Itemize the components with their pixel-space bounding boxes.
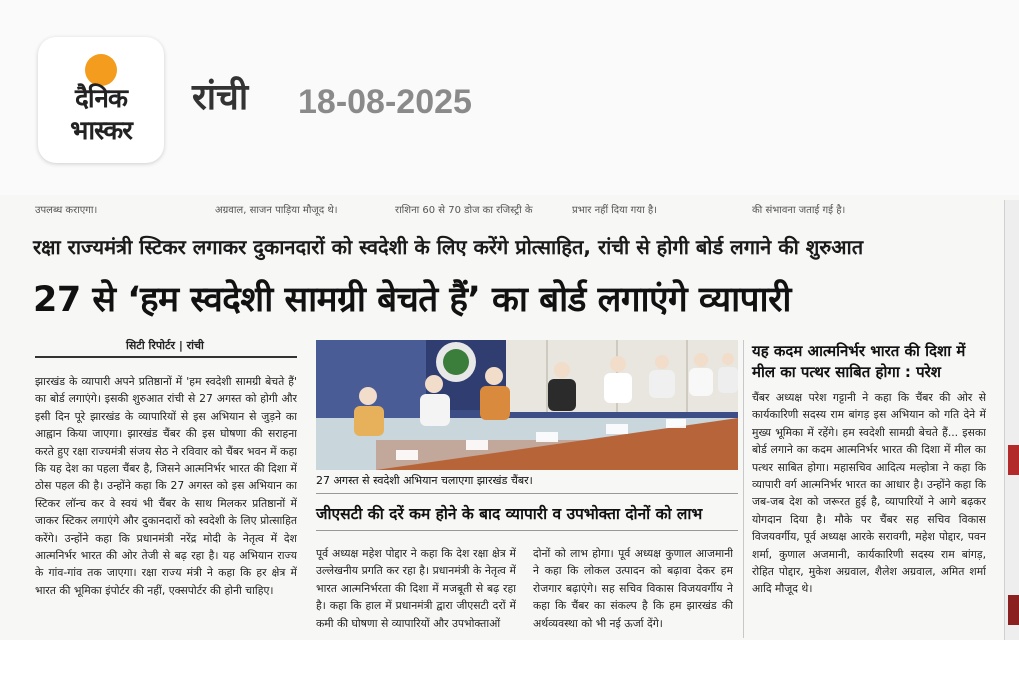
byline: सिटी रिपोर्टर | रांची	[126, 339, 204, 352]
cut-text-3: राशिना 60 से 70 डोज का रजिस्ट्री के	[395, 205, 533, 216]
cut-text-4: प्रभार नहीं दिया गया है।	[572, 205, 657, 216]
app-header	[0, 0, 1019, 200]
subheading-divider	[316, 530, 738, 531]
logo-text-line1: दैनिक	[75, 84, 127, 114]
subheading-gst: जीएसटी की दरें कम होने के बाद व्यापारी व उपभोक्ता दोनों को लाभ	[316, 505, 703, 523]
article-column-2: पूर्व अध्यक्ष महेश पोद्दार ने कहा कि देश रक्षा क्षेत्र में उल्लेखनीय प्रगति कर रहा है। प्रधानमंत्री के नेतृत्व में भारत आत्मनिर्भरता की दिशा में मजबूती से बढ़ रहा है। कहा कि हाल में प्रधानमंत्री द्वारा जीएसटी दरों में कमी की घोषणा से व्यापारियों और उपभोक्ताओं	[316, 547, 516, 630]
cut-text-1: उपलब्ध कराएगा।	[35, 205, 98, 216]
city-label[interactable]: रांची	[192, 77, 249, 118]
subheading-paresh: यह कदम आत्मनिर्भर भारत की दिशा में मील का पत्थर साबित होगा : परेश	[752, 342, 966, 381]
article-kicker: रक्षा राज्यमंत्री स्टिकर लगाकर दुकानदारों को स्वदेशी के लिए करेंगे प्रोत्साहित, रांची से होगी बोर्ड लगाने की शुरुआत	[33, 235, 864, 259]
sun-icon	[85, 54, 117, 86]
edition-date[interactable]: 18-08-2025	[298, 83, 472, 121]
column-separator	[743, 340, 744, 638]
page-footer-space	[0, 640, 1019, 682]
cut-text-2: अग्रवाल, साजन पाड़िया मौजूद थे।	[215, 205, 338, 216]
photo-caption: 27 अगस्त से स्वदेशी अभियान चलाएगा झारखंड चैंबर।	[316, 474, 533, 487]
article-column-4: चैंबर अध्यक्ष परेश गट्टानी ने कहा कि चैंबर की ओर से कार्यकारिणी सदस्य राम बांगड़ इस अभियान को गति देने में मुख्य भूमिका में रहेंगे। हम स्वदेशी सामग्री बेचते हैं... इसका बोर्ड लगाने का कदम आत्मनिर्भर भारत की दिशा में मील का पत्थर साबित होगा। महासचिव आदित्य मल्होत्रा ने कहा कि व्यापारी वर्ग आत्मनिर्भर भारत का आधार है। उन्होंने कहा कि जब-जब देश को जरूरत हुई है, व्यापारियों ने आगे बढ़कर योगदान दिया है। मौके पर चैंबर सह सचिव विकास विजयवर्गीय, पूर्व अध्यक्ष आरके सरावगी, महेश पोद्दार, पवन शर्मा, कुणाल अजमानी, कार्यकारिणी सदस्य राम बांगड़, रोहित पोद्दार, मुकेश अग्रवाल, शैलेश अग्रवाल, अमित शर्मा आदि मौजूद थे।	[752, 391, 986, 596]
caption-divider	[316, 493, 738, 494]
cut-text-5: की संभावना जताई गई है।	[752, 205, 846, 216]
byline-divider	[35, 356, 297, 358]
news-photo	[316, 340, 738, 470]
article-column-1: झारखंड के व्यापारी अपने प्रतिष्ठानों में 'हम स्वदेशी सामग्री बेचते हैं' का बोर्ड लगाएंगे। इसकी शुरुआत रांची से 27 अगस्त को होगी और इसी दिन पूरे झारखंड के व्यापारियों से इस अभियान से जुड़ने का आह्वान किया जाएगा। झारखंड चैंबर की इस घोषणा की सराहना करते हुए रक्षा राज्यमंत्री संजय सेठ ने रविवार को चैंबर भवन में कहा कि यह देश का पहला चैंबर है, जिसने आत्मनिर्भर भारत की दिशा में ठोस पहल की है। उन्होंने कहा कि 27 अगस्त को इस अभियान का स्टिकर लॉन्च कर वे स्वयं भी चैंबर के साथ मिलकर प्रतिष्ठानों में जाकर स्टिकर लगाएंगे और दुकानदारों को स्वदेशी के लिए प्रोत्साहित करेंगे। उन्होंने कहा कि प्रधानमंत्री नरेंद्र मोदी के नेतृत्व में देश आत्मनिर्भर भारत की ओर तेजी से बढ़ रहा है। यह अभियान राज्य के गांव-गांव तक जाएगा। रक्षा राज्य मंत्री ने कहा कि हर क्षेत्र में भारत की भूमिका इंपोर्टर की नहीं, एक्सपोर्टर की होनी चाहिए।	[35, 375, 297, 597]
meeting-photo-illustration	[316, 340, 738, 470]
adjacent-page-strip-lower	[1008, 595, 1019, 625]
adjacent-page-edge	[1004, 200, 1019, 640]
dainik-bhaskar-logo[interactable]	[38, 37, 164, 163]
adjacent-page-strip	[1008, 445, 1019, 475]
article-headline: 27 से ‘हम स्वदेशी सामग्री बेचते हैं’ का बोर्ड लगाएंगे व्यापारी	[33, 280, 791, 320]
article-column-3: दोनों को लाभ होगा। पूर्व अध्यक्ष कुणाल आजमानी ने कहा कि लोकल उत्पादन को बढ़ावा देकर हम रोजगार बढ़ाएंगे। सह सचिव विकास विजयवर्गीय ने कहा कि चैंबर का संकल्प है कि हम झारखंड की अर्थव्यवस्था को भी नई ऊर्जा देंगे।	[533, 547, 733, 630]
logo-text-line2: भास्कर	[70, 116, 132, 146]
